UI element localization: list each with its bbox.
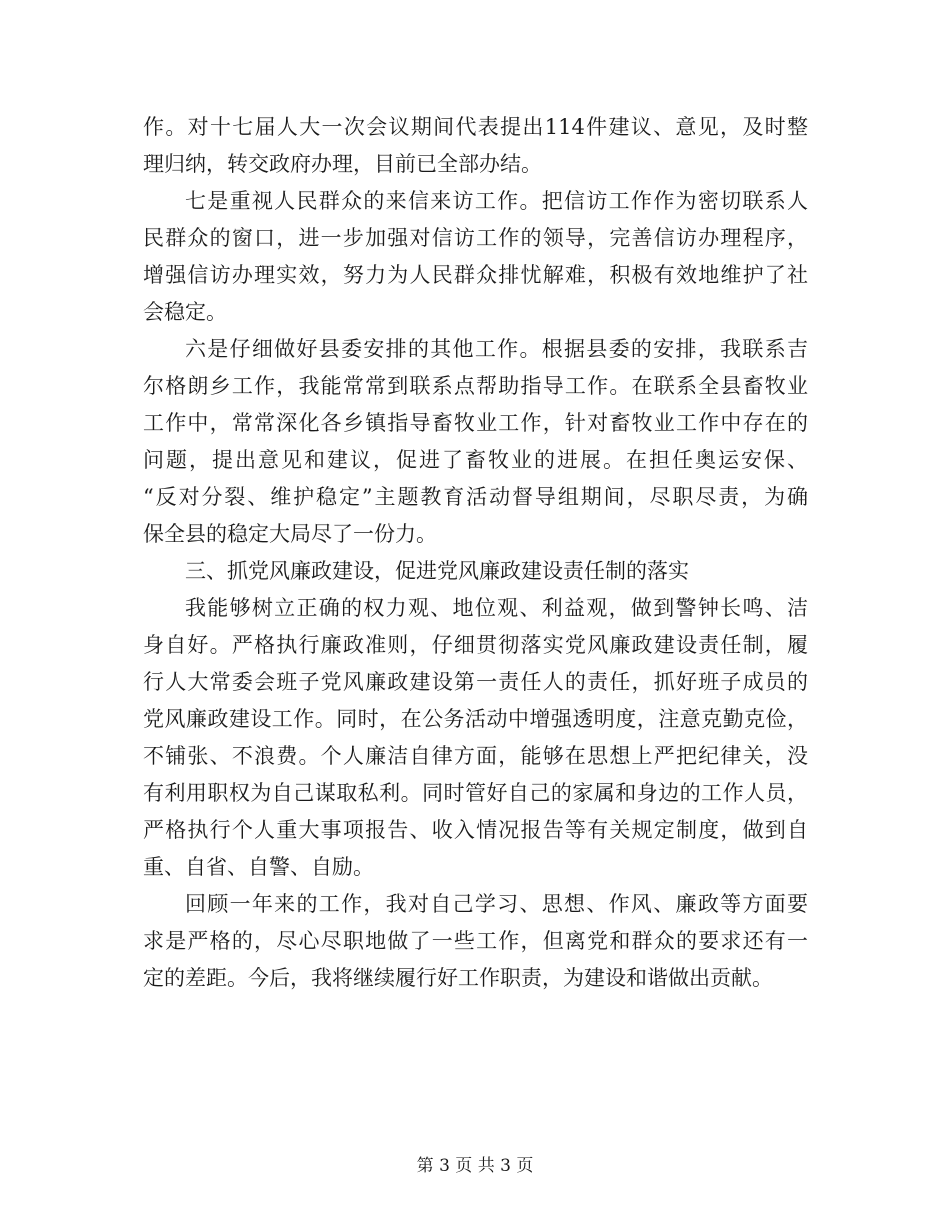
body-line: 七是重视人民群众的来信来访工作。把信访工作作为密切联系人	[185, 189, 808, 213]
body-line: 求是严格的，尽心尽职地做了一些工作，但离党和群众的要求还有一	[143, 929, 808, 953]
body-line: 行人大常委会班子党风廉政建设第一责任人的责任，抓好班子成员的	[143, 670, 808, 694]
body-line: 会稳定。	[143, 300, 227, 324]
body-line: 有利用职权为自己谋取私利。同时管好自己的家属和身边的工作人员，	[143, 781, 808, 805]
body-line: 重、自省、自警、自励。	[143, 855, 374, 879]
body-line: 作。对十七届人大一次会议期间代表提出114件建议、意见，及时整	[143, 115, 808, 139]
body-line: 六是仔细做好县委安排的其他工作。根据县委的安排，我联系吉	[185, 337, 808, 361]
body-line: 尔格朗乡工作，我能常常到联系点帮助指导工作。在联系全县畜牧业	[143, 374, 808, 398]
body-line: 我能够树立正确的权力观、地位观、利益观，做到警钟长鸣、洁	[185, 596, 808, 620]
body-line: “反对分裂、维护稳定”主题教育活动督导组期间，尽职尽责，为确	[143, 485, 808, 509]
body-line: 工作中，常常深化各乡镇指导畜牧业工作，针对畜牧业工作中存在的	[143, 411, 808, 435]
body-line: 问题，提出意见和建议，促进了畜牧业的进展。在担任奥运安保、	[143, 448, 808, 472]
body-line: 严格执行个人重大事项报告、收入情况报告等有关规定制度，做到自	[143, 818, 808, 842]
section-heading: 三、抓党风廉政建设，促进党风廉政建设责任制的落实	[185, 559, 689, 583]
body-line: 民群众的窗口，进一步加强对信访工作的领导，完善信访办理程序，	[143, 226, 808, 250]
body-line: 增强信访办理实效，努力为人民群众排忧解难，积极有效地维护了社	[143, 263, 808, 287]
body-line: 党风廉政建设工作。同时，在公务活动中增强透明度，注意克勤克俭，	[143, 707, 808, 731]
body-line: 保全县的稳定大局尽了一份力。	[143, 522, 437, 546]
page-footer: 第 3 页 共 3 页	[416, 1156, 534, 1176]
body-line: 不铺张、不浪费。个人廉洁自律方面，能够在思想上严把纪律关，没	[143, 744, 808, 768]
body-line: 回顾一年来的工作，我对自己学习、思想、作风、廉政等方面要	[185, 892, 808, 916]
body-line: 身自好。严格执行廉政准则，仔细贯彻落实党风廉政建设责任制，履	[143, 633, 808, 657]
body-line: 定的差距。今后，我将继续履行好工作职责，为建设和谐做出贡献。	[143, 966, 773, 990]
body-line: 理归纳，转交政府办理，目前已全部办结。	[143, 152, 542, 176]
